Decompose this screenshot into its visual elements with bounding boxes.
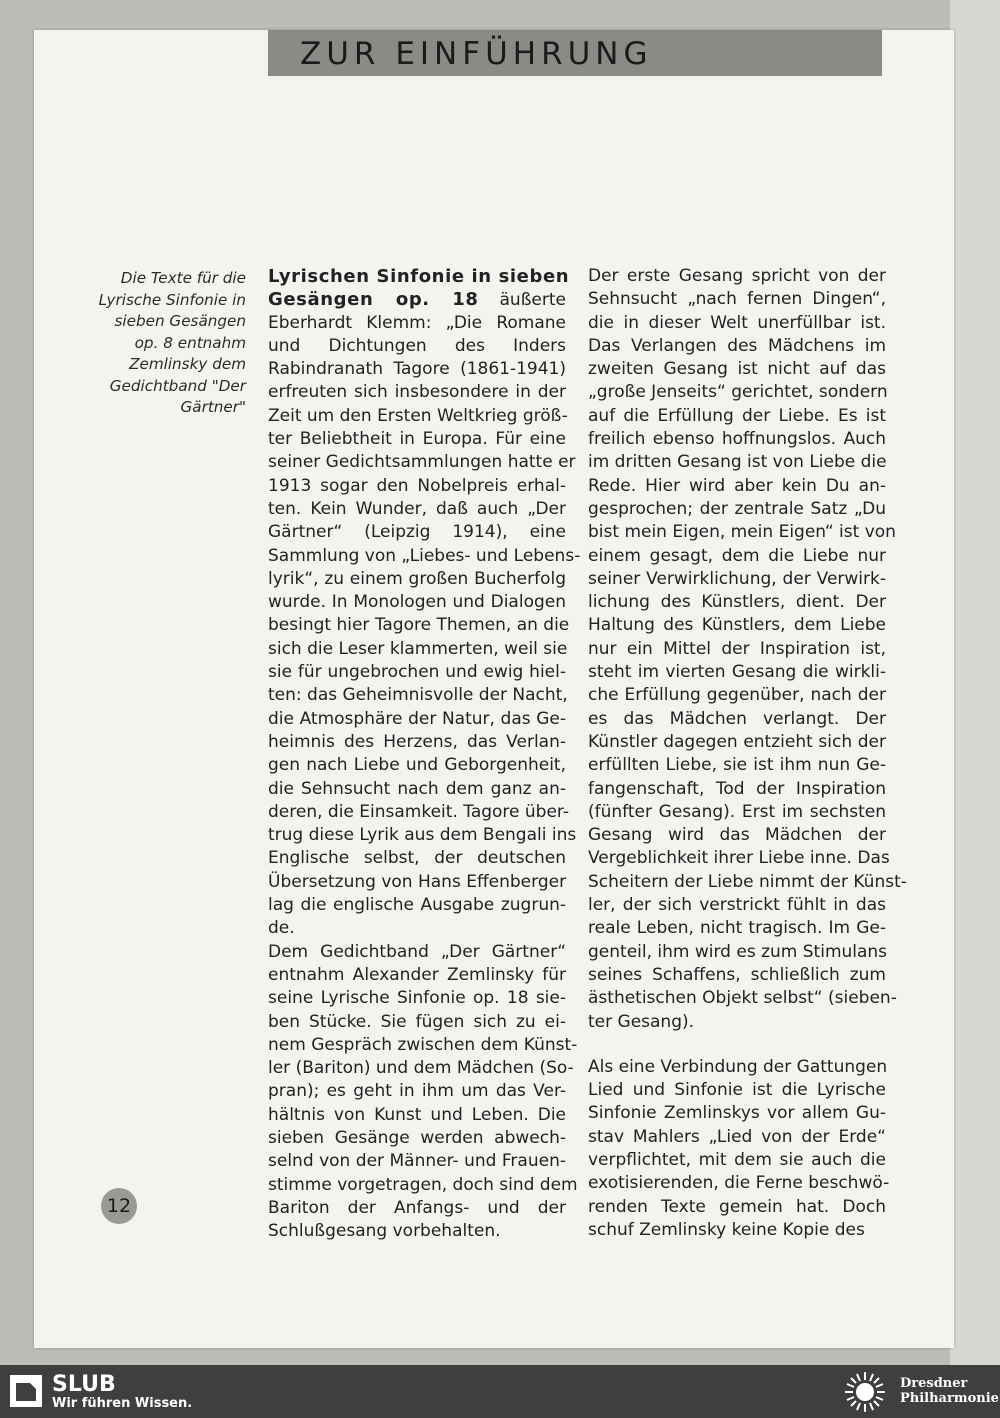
text-line: sieben Gesänge werden abwech- bbox=[268, 1127, 566, 1148]
left-column-body bbox=[268, 312, 581, 1244]
text-line: selnd von der Männer- und Frauen- bbox=[268, 1151, 566, 1172]
text-column-left bbox=[268, 265, 581, 1243]
text-column-right bbox=[588, 265, 907, 1242]
text-line: steht im vierten Gesang die wirkli- bbox=[588, 662, 886, 683]
text-line: renden Texte gemein hat. Doch bbox=[588, 1196, 886, 1217]
text-line: (fünfter Gesang). Erst im sechsten bbox=[588, 801, 886, 822]
text-line: Das Verlangen des Mädchens im bbox=[588, 335, 886, 356]
text-line: Schlußgesang vorbehalten. bbox=[268, 1221, 501, 1242]
text-line: schuf Zemlinsky keine Kopie des bbox=[588, 1219, 865, 1240]
text-line: lichung des Künstlers, dient. Der bbox=[588, 592, 886, 613]
section-title: ZUR EINFÜHRUNG bbox=[300, 36, 653, 72]
text-line: verpflichtet, mit dem sie auch die bbox=[588, 1149, 886, 1170]
text-line: Lied und Sinfonie ist die Lyrische bbox=[588, 1080, 886, 1101]
text-line: che Erfüllung gegenüber, nach der bbox=[588, 685, 886, 706]
text-line: bist mein Eigen, mein Eigen“ ist von bbox=[588, 522, 896, 543]
text-line: Dem Gedichtband „Der Gärtner“ bbox=[268, 941, 566, 962]
partner-name-line-1: Dresdner bbox=[900, 1376, 968, 1391]
text-line: die Sehnsucht nach dem ganz an- bbox=[268, 778, 566, 799]
text-line: ter Gesang). bbox=[588, 1011, 695, 1032]
text-line: Vergeblichkeit ihrer Liebe inne. Das bbox=[588, 848, 890, 869]
text-line: und Dichtungen des Inders bbox=[268, 335, 566, 356]
text-line: fangenschaft, Tod der Inspiration bbox=[588, 778, 886, 799]
text-line: seiner Gedichtsammlungen hatte er bbox=[268, 452, 576, 473]
partner-name-line-2: Philharmonie bbox=[900, 1391, 999, 1406]
text-line: erfreuten sich insbesondere in der bbox=[268, 382, 566, 403]
text-line: Bariton der Anfangs- und der bbox=[268, 1197, 566, 1218]
text-line: Gesang wird das Mädchen der bbox=[588, 825, 886, 846]
library-tagline: Wir führen Wissen. bbox=[52, 1396, 193, 1411]
text-line: Scheitern der Liebe nimmt der Künst- bbox=[588, 871, 907, 892]
text-line: 1913 sogar den Nobelpreis erhal- bbox=[268, 475, 566, 496]
text-line: Sammlung von „Liebes- und Lebens- bbox=[268, 545, 581, 566]
text-line: deren, die Einsamkeit. Tagore über- bbox=[268, 801, 569, 822]
text-line: ten. Kein Wunder, daß auch „Der bbox=[268, 498, 566, 519]
text-line: ler (Bariton) und dem Mädchen (So- bbox=[268, 1058, 574, 1079]
page-number: 12 bbox=[101, 1188, 137, 1224]
text-line: die in dieser Welt unerfüllbar ist. bbox=[588, 312, 886, 333]
text-line: Gärtner“ (Leipzig 1914), eine bbox=[268, 522, 566, 543]
text-line: sie für ungebrochen und ewig hiel- bbox=[268, 662, 566, 683]
text-line: es das Mädchen verlangt. Der bbox=[588, 708, 886, 729]
text-line: Rabindranath Tagore (1861-1941) bbox=[268, 359, 566, 380]
heading-line-with-tail bbox=[268, 288, 566, 311]
text-line: Der erste Gesang spricht von der bbox=[588, 266, 886, 286]
heading-fragment: Gesängen op. 18 bbox=[268, 289, 479, 311]
text-line: entnahm Alexander Zemlinsky für bbox=[268, 964, 566, 985]
text-line: wurde. In Monologen und Dialogen bbox=[268, 592, 566, 613]
text-line: ter Beliebtheit in Europa. Für eine bbox=[268, 429, 566, 450]
text-line: gesprochen; der zentrale Satz „Du bbox=[588, 498, 886, 519]
text-line: Übersetzung von Hans Effenberger bbox=[268, 871, 567, 892]
text-line: besingt hier Tagore Themen, an die bbox=[268, 615, 570, 636]
text-line: auf die Erfüllung der Liebe. Es ist bbox=[588, 405, 886, 426]
text-fragment: äußerte bbox=[478, 290, 566, 311]
text-line: reale Leben, nicht tragisch. Im Ge- bbox=[588, 918, 886, 939]
text-line: lag die englische Ausgabe zugrun- bbox=[268, 895, 566, 916]
partner-name bbox=[900, 1376, 999, 1406]
text-line: „große Jenseits“ gerichtet, sondern bbox=[588, 382, 888, 403]
text-line: Englische selbst, der deutschen bbox=[268, 848, 566, 869]
text-line: seiner Verwirklichung, der Verwirk- bbox=[588, 568, 886, 589]
slub-logo-icon bbox=[10, 1375, 42, 1407]
text-line: exotisierenden, die Ferne beschwö- bbox=[588, 1173, 890, 1194]
text-line: trug diese Lyrik aus dem Bengali ins bbox=[268, 825, 577, 846]
text-line: zweiten Gesang ist nicht auf das bbox=[588, 359, 886, 380]
text-line: erfüllten Liebe, sie ist ihm nun Ge- bbox=[588, 755, 886, 776]
text-line: Rede. Hier wird aber kein Du an- bbox=[588, 475, 886, 496]
text-line: nem Gespräch zwischen dem Künst- bbox=[268, 1034, 578, 1055]
text-line: Als eine Verbindung der Gattungen bbox=[588, 1056, 888, 1077]
text-line: die Atmosphäre der Natur, das Ge- bbox=[268, 708, 566, 729]
text-line: ten: das Geheimnisvolle der Nacht, bbox=[268, 685, 568, 706]
text-line: Sinfonie Zemlinskys vor allem Gu- bbox=[588, 1103, 886, 1124]
library-name: SLUB bbox=[52, 1372, 116, 1397]
paragraph-gap bbox=[588, 1034, 886, 1056]
text-line: Sehnsucht „nach fernen Dingen“, bbox=[588, 289, 886, 310]
next-page-edge bbox=[950, 0, 1000, 1365]
text-line: genteil, ihm wird es zum Stimulans bbox=[588, 941, 888, 962]
text-line: ben Stücke. Sie fügen sich zu ei- bbox=[268, 1011, 566, 1032]
text-line: lyrik“, zu einem großen Bucherfolg bbox=[268, 568, 566, 589]
heading-line: Lyrischen Sinfonie in sieben bbox=[268, 266, 570, 287]
text-line: Eberhardt Klemm: „Die Romane bbox=[268, 312, 566, 333]
text-line: stimme vorgetragen, doch sind dem bbox=[268, 1174, 578, 1195]
text-line: pran); es geht in ihm um das Ver- bbox=[268, 1081, 566, 1102]
margin-note: Die Texte für die Lyrische Sinfonie in sieben Gesängen op. 8 entnahm Zemlinsky dem Gedichtband "Der Gärtner" bbox=[98, 269, 246, 416]
text-line: einem gesagt, dem die Liebe nur bbox=[588, 545, 886, 566]
right-column-paragraph-1 bbox=[588, 265, 907, 1034]
text-line: Haltung des Künstlers, dem Liebe bbox=[588, 615, 886, 636]
sunburst-logo-icon bbox=[842, 1370, 888, 1414]
text-line: freilich ebenso hoffnungslos. Auch bbox=[588, 429, 886, 450]
text-line: seine Lyrische Sinfonie op. 18 sie- bbox=[268, 988, 566, 1009]
text-line: de. bbox=[268, 918, 295, 939]
text-line: Künstler dagegen entzieht sich der bbox=[588, 731, 886, 752]
text-line: gen nach Liebe und Geborgenheit, bbox=[268, 755, 566, 776]
text-line: Zeit um den Ersten Weltkrieg größ- bbox=[268, 405, 568, 426]
text-line: im dritten Gesang ist von Liebe die bbox=[588, 452, 887, 473]
text-line: seines Schaffens, schließlich zum bbox=[588, 964, 886, 985]
text-line: sich die Leser klammerten, weil sie bbox=[268, 638, 568, 659]
right-column-paragraph-2 bbox=[588, 1056, 890, 1242]
text-line: stav Mahlers „Lied von der Erde“ bbox=[588, 1126, 886, 1147]
text-line: hältnis von Kunst und Leben. Die bbox=[268, 1104, 566, 1125]
text-line: heimnis des Herzens, das Verlan- bbox=[268, 731, 566, 752]
text-line: nur ein Mittel der Inspiration ist, bbox=[588, 638, 886, 659]
text-line: ästhetischen Objekt selbst“ (sieben- bbox=[588, 988, 897, 1009]
viewer-footer bbox=[0, 1365, 1000, 1418]
text-line: ler, der sich verstrickt fühlt in das bbox=[588, 895, 886, 916]
